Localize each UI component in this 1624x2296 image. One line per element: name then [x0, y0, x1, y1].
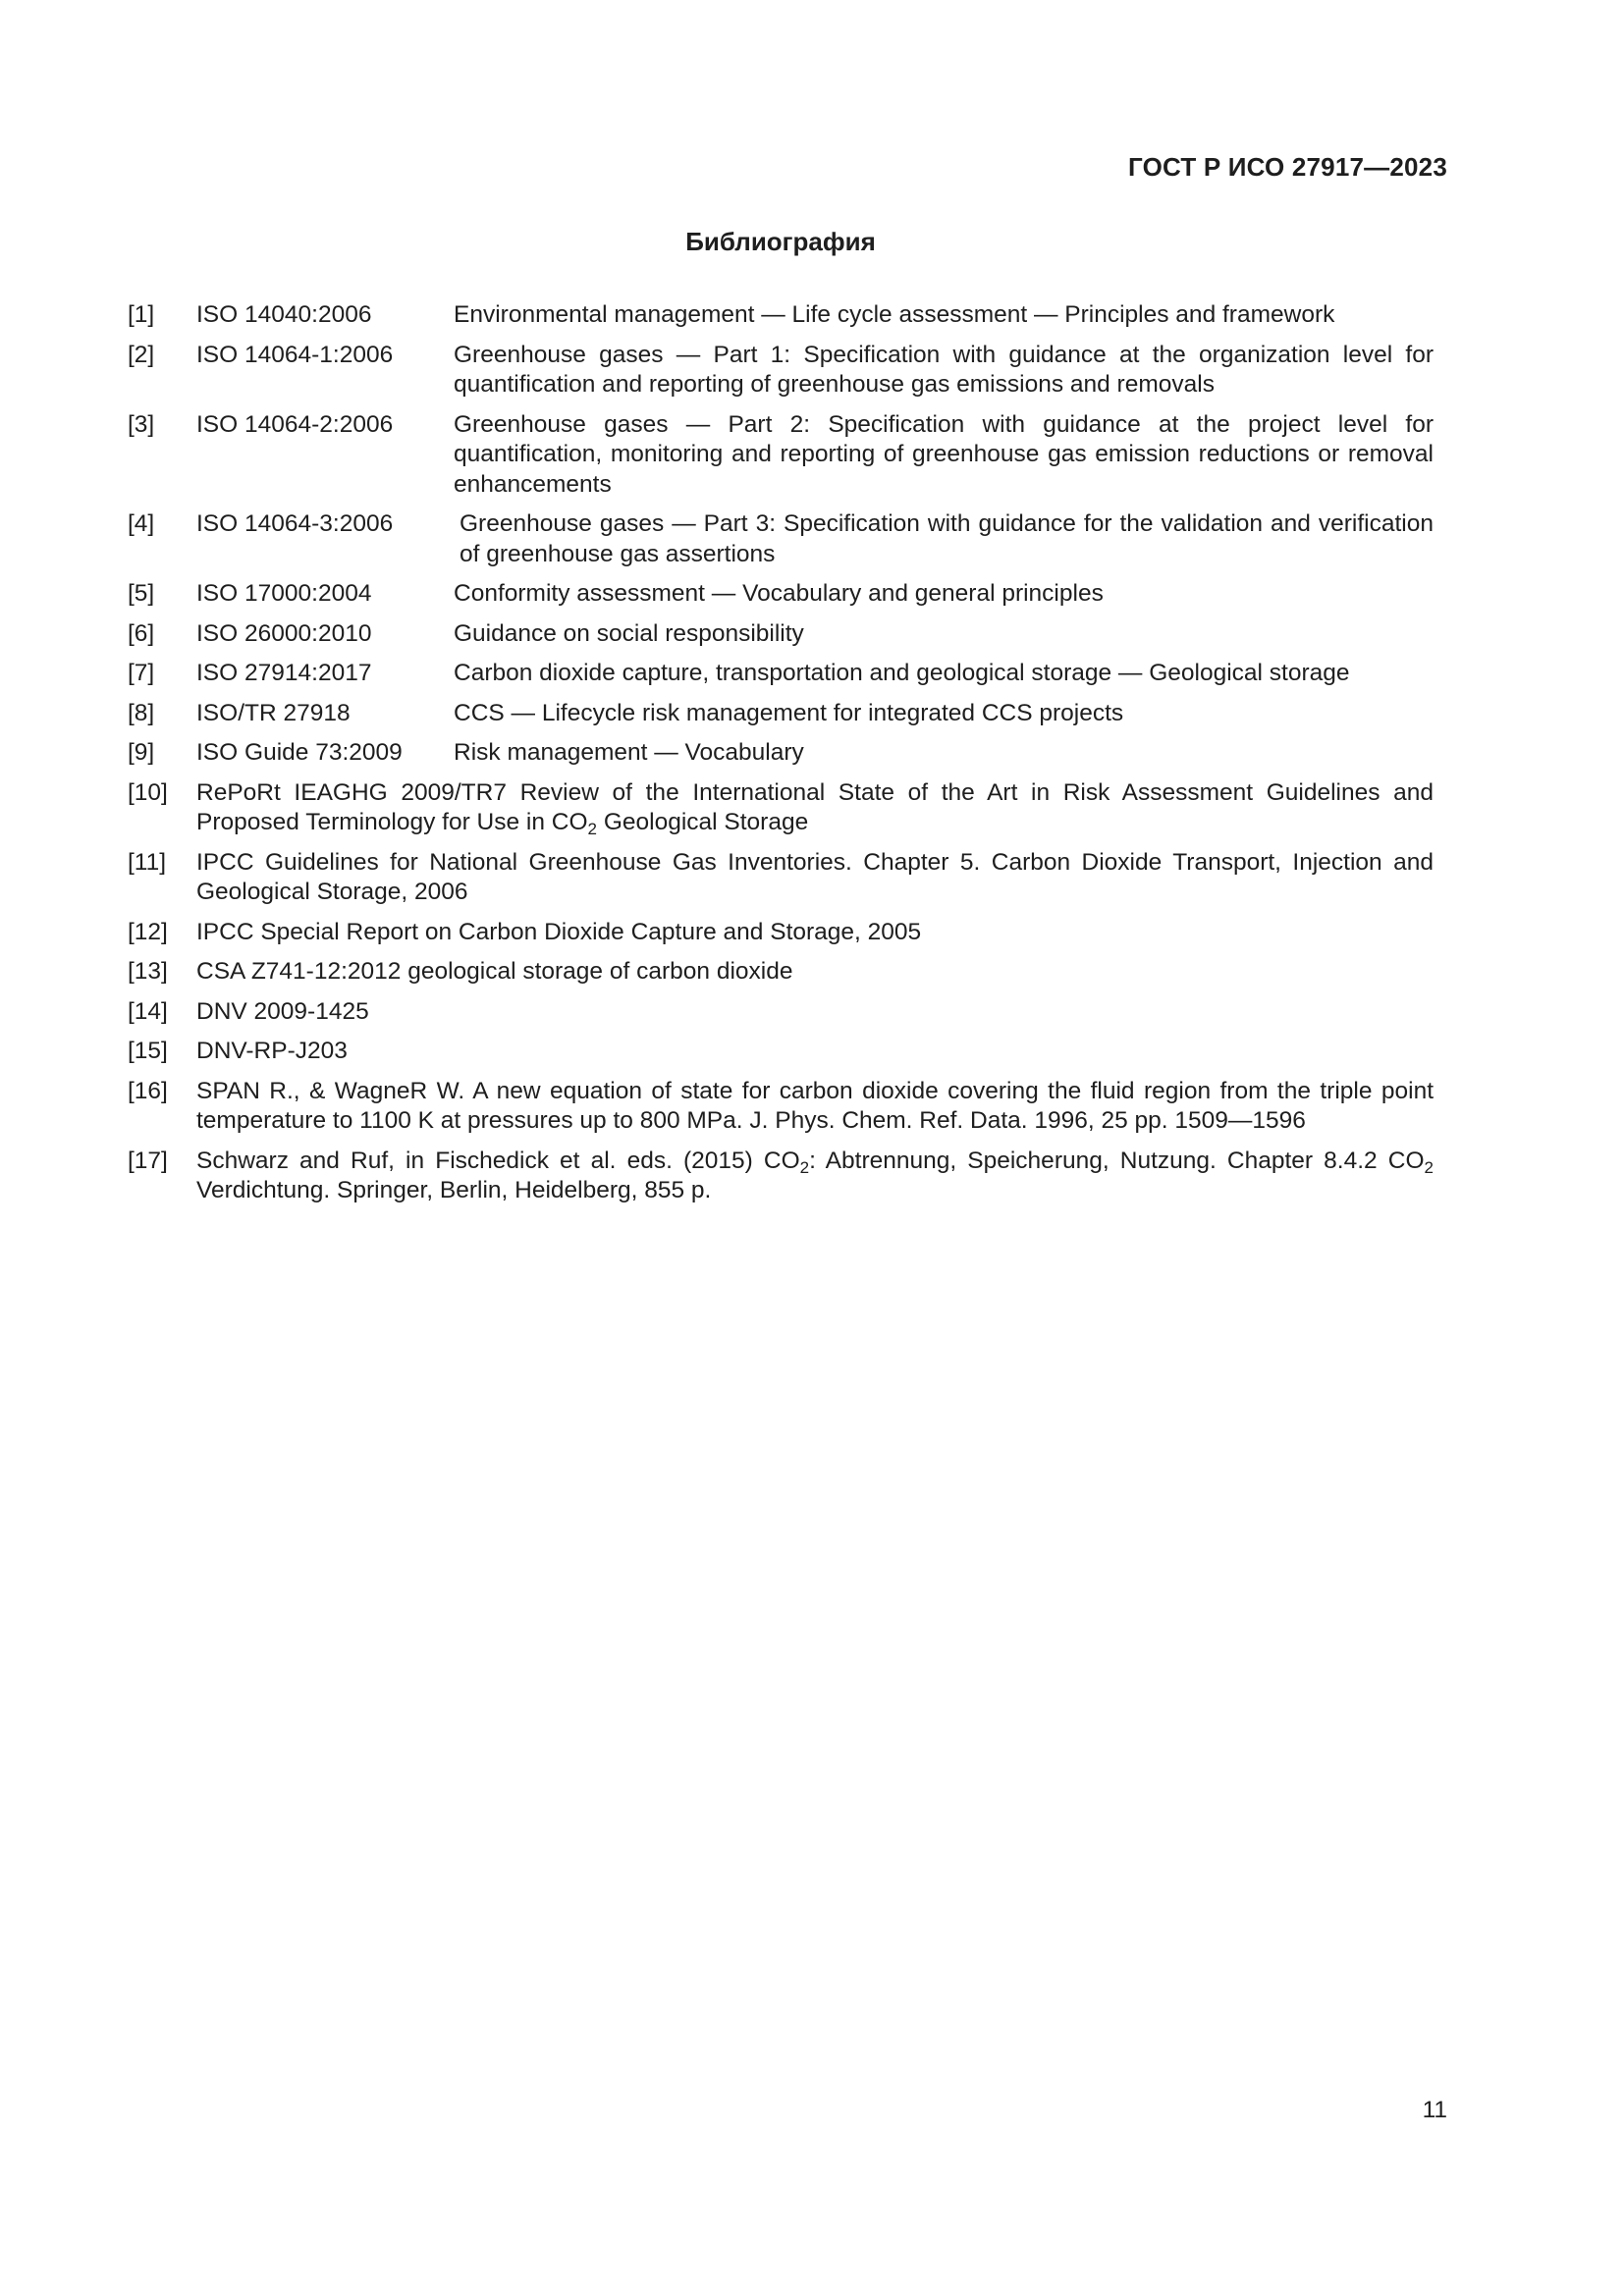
entry-code: ISO 17000:2004 [196, 580, 372, 607]
entry-code: ISO 26000:2010 [196, 619, 372, 647]
standard-designation: ГОСТ Р ИСО 27917—2023 [1127, 152, 1447, 182]
entry-title: Greenhouse gases — Part 2: Specification with guidance at the project level for quantification, monitoring and reporting of greenhouse gas emission reductions or removal enhancements [454, 410, 1434, 498]
bibliography-entry [128, 619, 1434, 650]
entry-number: [5] [128, 580, 155, 607]
entry-code: ISO 14064-2:2006 [196, 410, 394, 438]
entry-number: [15] [128, 1038, 168, 1064]
bibliography-entry [128, 341, 1434, 400]
entry-number: [3] [128, 410, 155, 438]
entry-number: [6] [128, 619, 155, 647]
entry-number: [7] [128, 660, 155, 686]
entry-code: ISO/TR 27918 [196, 699, 351, 726]
bibliography-entry [128, 659, 1434, 689]
bibliography-entry [128, 1037, 1434, 1067]
entry-title: Greenhouse gases — Part 3: Specification with guidance for the validation and verification of greenhouse gas assertions [460, 510, 1434, 567]
entry-number: [17] [128, 1147, 168, 1174]
entry-number: [4] [128, 510, 155, 537]
entry-text: SPAN R., & WagneR W. A new equation of state for carbon dioxide covering the fluid region from the triple point temperature to 1100 K at pressures up to 800 MPa. J. Phys. Chem. Ref. Data. 1996, 25 pp. 1509—1596 [196, 1077, 1434, 1134]
entry-number: [14] [128, 997, 168, 1025]
entry-title: Carbon dioxide capture, transportation and geological storage — Geological storage [454, 660, 1350, 686]
bibliography-entry [128, 410, 1434, 501]
entry-number: [10] [128, 778, 168, 806]
entry-title: Greenhouse gases — Part 1: Specification with guidance at the organization level for quantification and reporting of greenhouse gas emissions and removals [454, 341, 1434, 398]
entry-code: ISO 27914:2017 [196, 660, 372, 686]
bibliography-entry [128, 579, 1434, 610]
section-title: Библиография [685, 227, 876, 256]
entry-title: CCS — Lifecycle risk management for integrated CCS projects [454, 699, 1124, 726]
bibliography-entry [128, 1077, 1434, 1137]
entry-text: RePoRt IEAGHG 2009/TR7 Review of the International State of the Art in Risk Assessment Guidelines and Proposed Terminology for Use in $CO_2$ Geological Storage [196, 778, 1434, 838]
entry-title: Risk management — Vocabulary [454, 739, 804, 766]
entry-code: ISO 14064-3:2006 [196, 510, 394, 537]
entry-code: ISO Guide 73:2009 [196, 739, 403, 766]
entry-text: Schwarz and Ruf, in Fischedick et al. eds. (2015) $CO_2$: Abtrennung, Speicherung, Nutzung. Chapter 8.4.2 $CO_2$ Verdichtung. Springer, Berlin, Heidelberg, 855 p. [196, 1147, 1434, 1203]
page-number: 11 [1422, 2097, 1447, 2123]
entry-number: [8] [128, 699, 155, 726]
entry-title: Conformity assessment — Vocabulary and general principles [454, 580, 1104, 607]
entry-title: Guidance on social responsibility [454, 619, 804, 647]
entry-number: [11] [128, 848, 167, 876]
bibliography-entry [128, 509, 1434, 569]
entry-text: IPCC Guidelines for National Greenhouse Gas Inventories. Chapter 5. Carbon Dioxide Transport, Injection and Geological Storage, 2006 [196, 848, 1434, 905]
entry-text: CSA Z741-12:2012 geological storage of carbon dioxide [196, 958, 793, 985]
entry-number: [9] [128, 739, 155, 766]
bibliography-entry [128, 957, 1434, 988]
entry-text: DNV 2009-1425 [196, 997, 369, 1025]
entry-number: [1] [128, 301, 155, 328]
entry-title: Environmental management — Life cycle assessment — Principles and framework [454, 301, 1335, 328]
bibliography-entry [128, 1147, 1434, 1206]
bibliography-entry [128, 778, 1434, 838]
bibliography-entry [128, 997, 1434, 1028]
entry-number: [13] [128, 958, 168, 985]
entry-code: ISO 14040:2006 [196, 301, 372, 328]
bibliography-entry [128, 300, 1434, 331]
bibliography-list [128, 300, 1434, 1216]
entry-text: IPCC Special Report on Carbon Dioxide Capture and Storage, 2005 [196, 918, 922, 945]
entry-number: [12] [128, 918, 168, 945]
bibliography-entry [128, 848, 1434, 908]
entry-number: [2] [128, 341, 155, 368]
bibliography-entry [128, 699, 1434, 729]
bibliography-entry [128, 738, 1434, 769]
entry-code: ISO 14064-1:2006 [196, 341, 394, 368]
bibliography-entry [128, 918, 1434, 948]
entry-number: [16] [128, 1077, 168, 1104]
entry-text: DNV-RP-J203 [196, 1038, 348, 1064]
